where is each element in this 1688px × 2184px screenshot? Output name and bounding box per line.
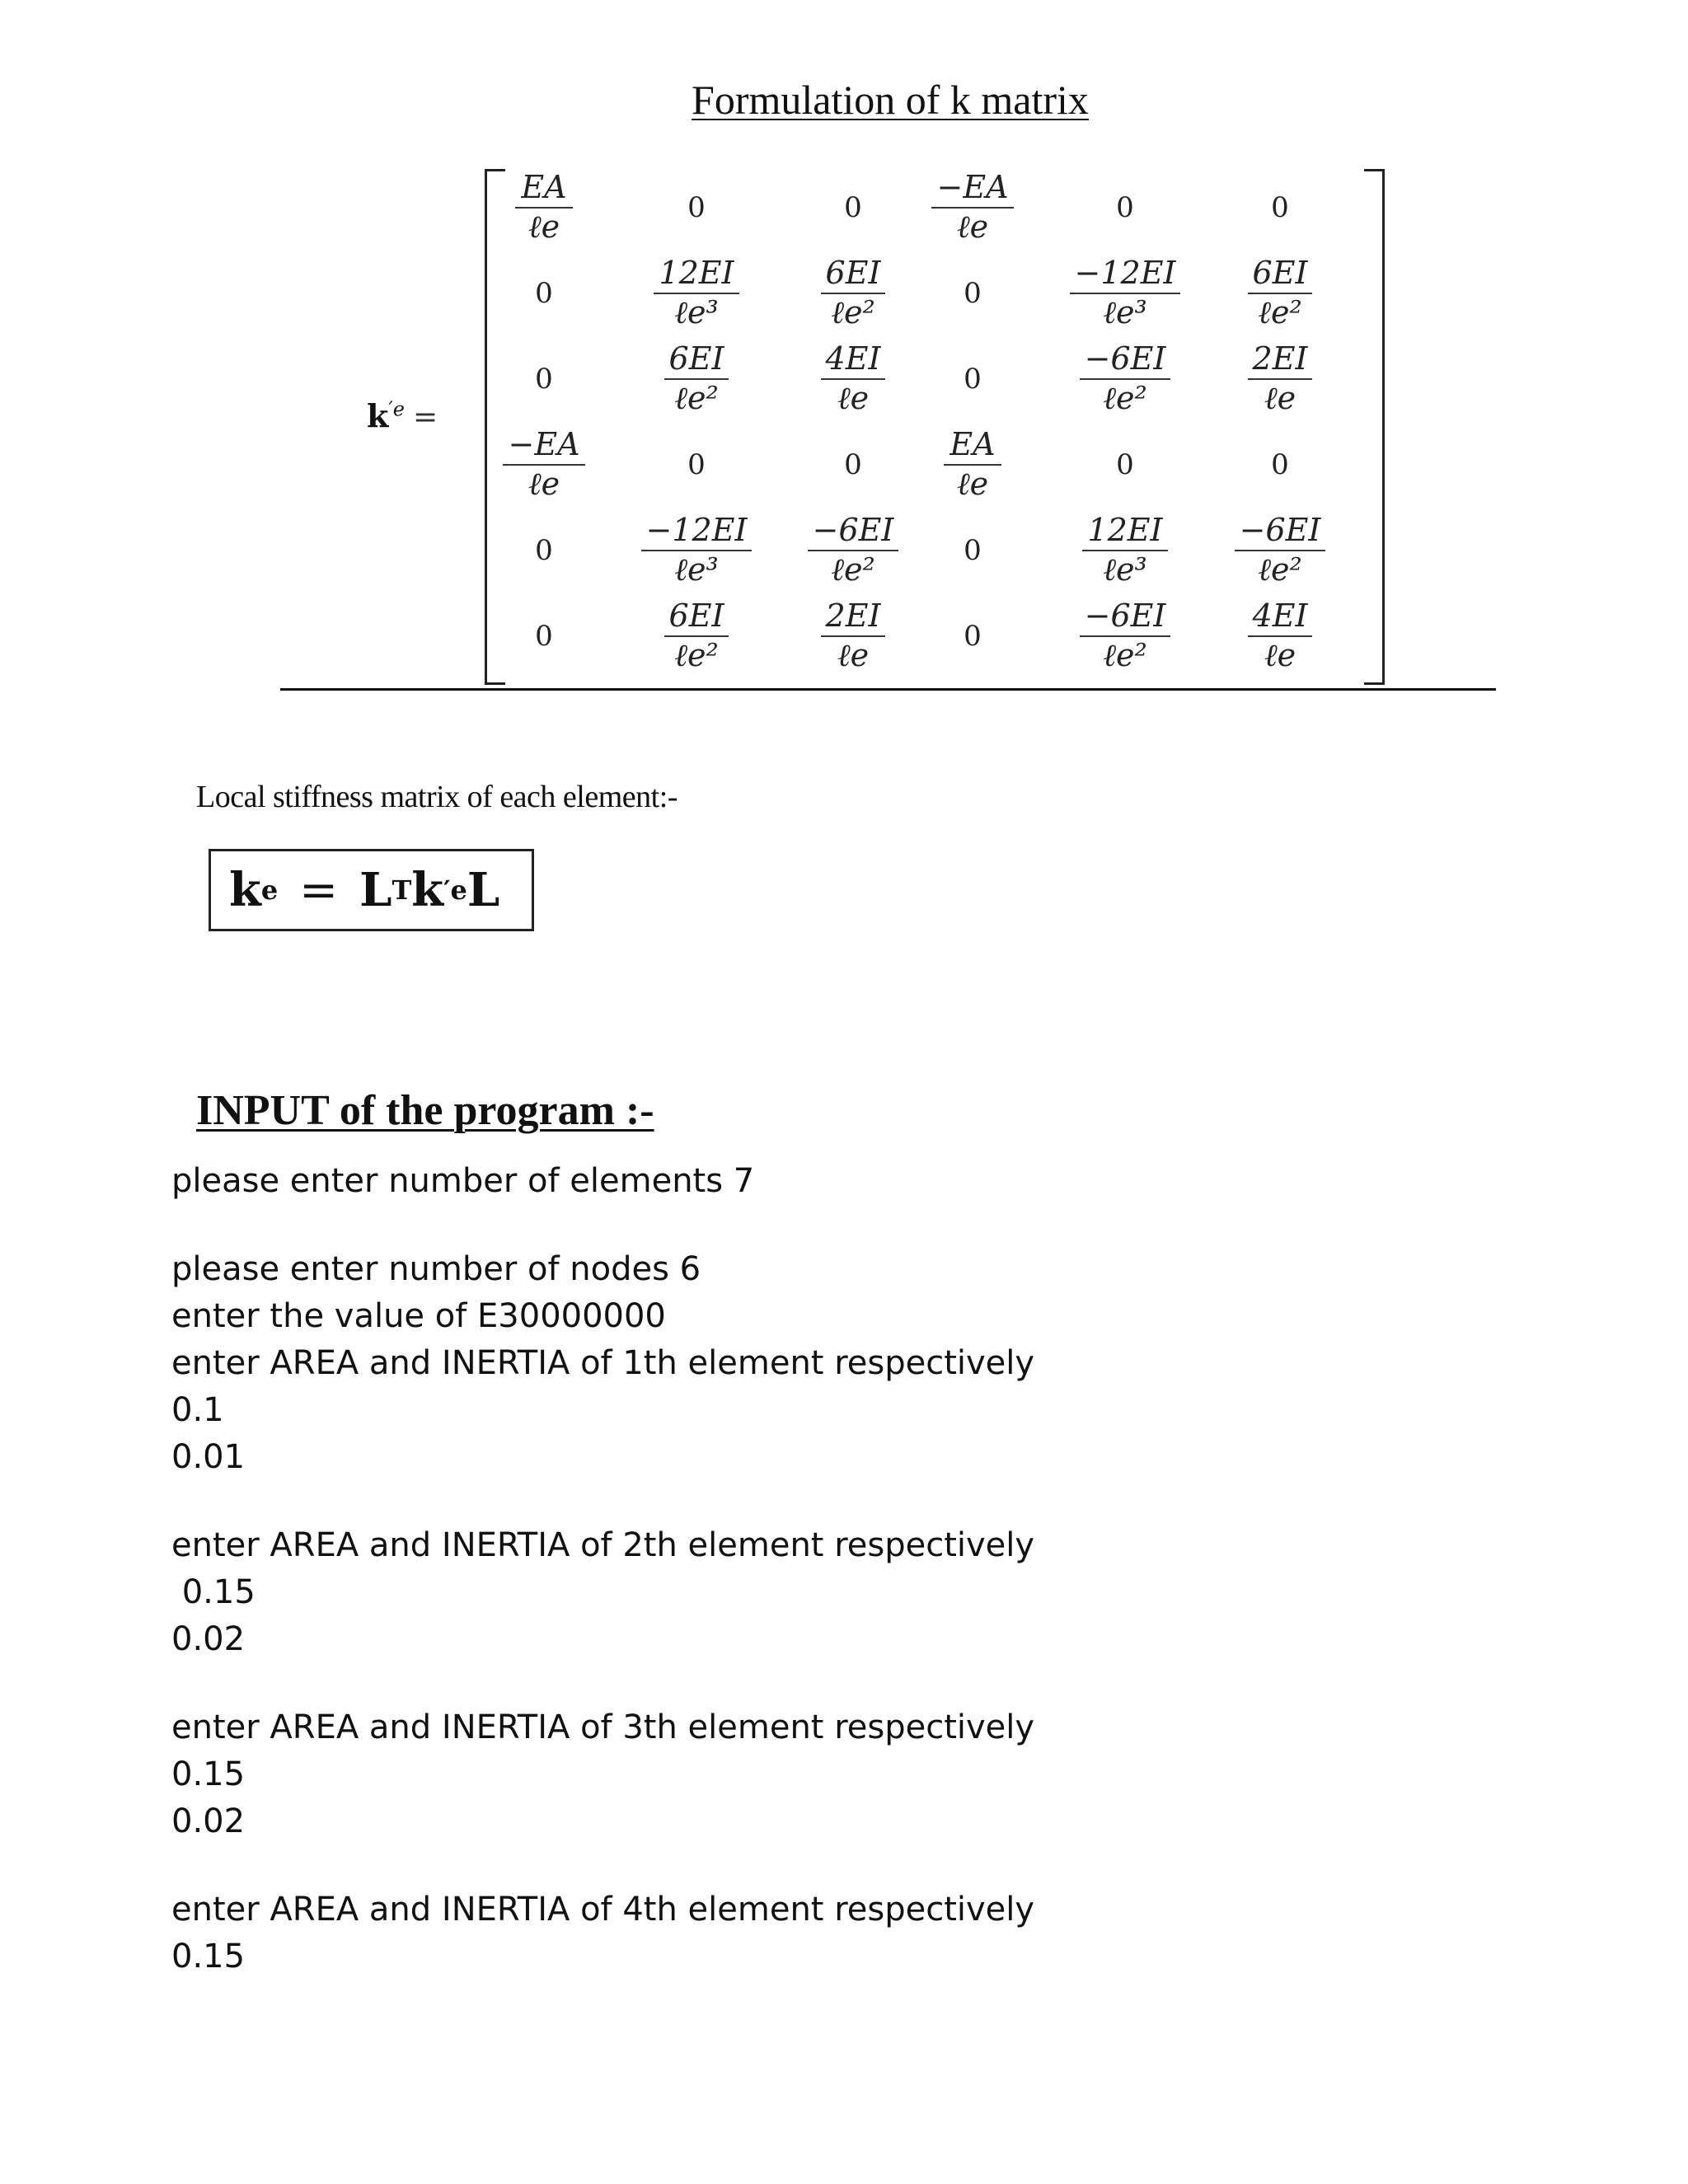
fraction-denominator: ℓe³ (1103, 294, 1147, 330)
fraction-numerator: −12EI (645, 512, 748, 549)
console-line: 0.02 (171, 1620, 246, 1658)
matrix-cell-r2-c2 (626, 251, 767, 336)
fraction-denominator: ℓe² (831, 551, 875, 588)
input-heading: INPUT of the program :- (196, 1087, 654, 1134)
matrix-fraction (821, 340, 886, 416)
fraction-denominator: ℓe (1264, 637, 1296, 673)
matrix-zero: 0 (844, 191, 862, 224)
fraction-denominator: ℓe (837, 380, 870, 416)
console-blank-line (171, 1663, 1408, 1704)
fraction-numerator: 2EI (825, 598, 881, 635)
matrix-fraction (1235, 514, 1326, 587)
matrix-fraction (503, 426, 584, 502)
horizontal-rule (280, 688, 1496, 691)
formula-rhs-a: L (359, 863, 392, 917)
fraction-numerator: −EA (936, 169, 1009, 206)
fraction-numerator: −6EI (1084, 598, 1166, 635)
matrix-fraction (1248, 257, 1313, 330)
console-line: enter the value of E30000000 (171, 1297, 666, 1335)
console-blank-line (171, 1205, 1408, 1246)
matrix-fraction (1080, 600, 1171, 673)
formula-rhs-b-sup: ′e (443, 874, 467, 906)
matrix-cell-r3-c5 (1055, 336, 1195, 422)
matrix-zero: 0 (535, 620, 553, 653)
program-console-output (171, 1158, 1408, 1980)
console-line: 0.01 (171, 1438, 246, 1476)
local-stiffness-caption: Local stiffness matrix of each element:- (196, 780, 678, 814)
matrix-zero: 0 (687, 448, 706, 481)
fraction-numerator: 2EI (1252, 340, 1308, 377)
matrix-cell-r5-c4 (903, 508, 1043, 593)
console-line: 0.02 (171, 1802, 246, 1840)
stiffness-matrix (499, 165, 1364, 684)
fraction-numerator: −6EI (1084, 340, 1166, 377)
fraction-numerator: 6EI (1252, 255, 1308, 292)
matrix-cell-r2-c4 (903, 251, 1043, 336)
formula-rhs-a-sup: T (392, 874, 412, 906)
fraction-denominator: ℓe² (1103, 637, 1147, 673)
matrix-cell-r1-c2 (626, 165, 767, 251)
matrix-cell-r3-c1 (474, 336, 614, 422)
matrix-fraction (664, 600, 729, 673)
fraction-denominator: ℓe² (674, 380, 719, 416)
matrix-zero: 0 (844, 448, 862, 481)
fraction-numerator: 6EI (668, 340, 724, 377)
matrix-zero: 0 (964, 534, 982, 567)
matrix-fraction (821, 257, 886, 330)
matrix-cell-r1-c6 (1210, 165, 1350, 251)
fraction-denominator: ℓe (1264, 380, 1296, 416)
console-line: enter AREA and INERTIA of 4th element respectively (171, 1891, 1035, 1929)
matrix-cell-r2-c5 (1055, 251, 1195, 336)
matrix-cell-r3-c6 (1210, 336, 1350, 422)
matrix-zero: 0 (1116, 191, 1134, 224)
matrix-cell-r3-c4 (903, 336, 1043, 422)
fraction-denominator: ℓe (837, 637, 870, 673)
fraction-denominator: ℓe² (1103, 380, 1147, 416)
fraction-denominator: ℓe² (674, 637, 719, 673)
matrix-zero: 0 (535, 277, 553, 310)
console-line: please enter number of elements 7 (171, 1162, 755, 1200)
matrix-fraction (664, 340, 729, 416)
fraction-denominator: ℓe (528, 466, 560, 502)
console-blank-line (171, 1481, 1408, 1522)
matrix-cell-r5-c1 (474, 508, 614, 593)
k-prime-superscript: ′e (388, 397, 405, 421)
matrix-right-bracket (1364, 169, 1385, 685)
matrix-cell-r6-c6 (1210, 593, 1350, 679)
fraction-numerator: −12EI (1074, 255, 1176, 292)
fraction-denominator: ℓe³ (674, 294, 719, 330)
matrix-cell-r6-c5 (1055, 593, 1195, 679)
console-line: 0.15 (171, 1573, 256, 1611)
matrix-zero: 0 (964, 277, 982, 310)
fraction-numerator: −6EI (812, 512, 894, 549)
formula-lhs-sup: e (260, 874, 279, 906)
matrix-cell-r6-c2 (626, 593, 767, 679)
console-line: 0.15 (171, 1755, 246, 1793)
matrix-cell-r3-c2 (626, 336, 767, 422)
fraction-denominator: ℓe² (1258, 551, 1302, 588)
matrix-zero: 0 (1271, 191, 1289, 224)
fraction-denominator: ℓe² (1258, 294, 1302, 330)
console-line: enter AREA and INERTIA of 1th element respectively (171, 1344, 1035, 1382)
local-stiffness-formula (209, 849, 534, 931)
formula-rhs-b: k (411, 863, 444, 917)
formula-equals: = (299, 863, 339, 917)
console-line: enter AREA and INERTIA of 3th element respectively (171, 1708, 1035, 1746)
console-blank-line (171, 1845, 1408, 1886)
matrix-fraction (944, 426, 1001, 502)
fraction-numerator: 12EI (1087, 512, 1163, 549)
k-prime-label (367, 397, 438, 434)
matrix-cell-r2-c1 (474, 251, 614, 336)
matrix-cell-r4-c2 (626, 422, 767, 508)
page-title: Formulation of k matrix (692, 77, 1089, 123)
fraction-numerator: −6EI (1239, 512, 1321, 549)
fraction-denominator: ℓe³ (674, 551, 719, 588)
console-line: 0.1 (171, 1391, 224, 1429)
matrix-cell-r4-c6 (1210, 422, 1350, 508)
k-prime-equals: = (413, 401, 438, 434)
matrix-cell-r1-c1 (474, 165, 614, 251)
fraction-denominator: ℓe³ (1103, 551, 1147, 588)
fraction-denominator: ℓe (956, 209, 989, 245)
matrix-cell-r4-c4 (903, 422, 1043, 508)
formula-lhs: k (229, 863, 261, 917)
fraction-numerator: 4EI (825, 340, 881, 377)
matrix-zero: 0 (535, 363, 553, 396)
matrix-cell-r5-c6 (1210, 508, 1350, 593)
matrix-fraction (1248, 600, 1313, 673)
matrix-cell-r6-c4 (903, 593, 1043, 679)
k-prime-symbol: k (367, 397, 389, 434)
matrix-fraction (1070, 257, 1181, 330)
matrix-cell-r1-c4 (903, 165, 1043, 251)
fraction-numerator: 6EI (825, 255, 881, 292)
matrix-cell-r5-c2 (626, 508, 767, 593)
matrix-zero: 0 (1116, 448, 1134, 481)
matrix-zero: 0 (1271, 448, 1289, 481)
matrix-fraction (821, 600, 886, 673)
fraction-numerator: EA (521, 169, 567, 206)
matrix-fraction (931, 171, 1013, 244)
formula-rhs-c: L (467, 863, 500, 917)
matrix-zero: 0 (535, 534, 553, 567)
matrix-fraction (1082, 514, 1167, 587)
matrix-fraction (808, 514, 899, 587)
fraction-denominator: ℓe (528, 209, 560, 245)
matrix-cell-r2-c6 (1210, 251, 1350, 336)
fraction-denominator: ℓe (956, 466, 989, 502)
console-line: 0.15 (171, 1938, 246, 1975)
matrix-cell-r4-c1 (474, 422, 614, 508)
fraction-numerator: −EA (508, 426, 580, 463)
fraction-denominator: ℓe² (831, 294, 875, 330)
console-line: please enter number of nodes 6 (171, 1250, 701, 1288)
matrix-fraction (654, 257, 738, 330)
console-line: enter AREA and INERTIA of 2th element respectively (171, 1526, 1035, 1564)
fraction-numerator: 12EI (659, 255, 734, 292)
matrix-fraction (515, 171, 573, 244)
matrix-cell-r6-c1 (474, 593, 614, 679)
matrix-zero: 0 (964, 620, 982, 653)
matrix-fraction (641, 514, 753, 587)
matrix-cell-r1-c5 (1055, 165, 1195, 251)
fraction-numerator: EA (950, 426, 996, 463)
matrix-fraction (1248, 340, 1313, 416)
fraction-numerator: 4EI (1252, 598, 1308, 635)
matrix-zero: 0 (964, 363, 982, 396)
matrix-cell-r5-c5 (1055, 508, 1195, 593)
matrix-fraction (1080, 340, 1171, 416)
fraction-numerator: 6EI (668, 598, 724, 635)
matrix-cell-r4-c5 (1055, 422, 1195, 508)
matrix-zero: 0 (687, 191, 706, 224)
